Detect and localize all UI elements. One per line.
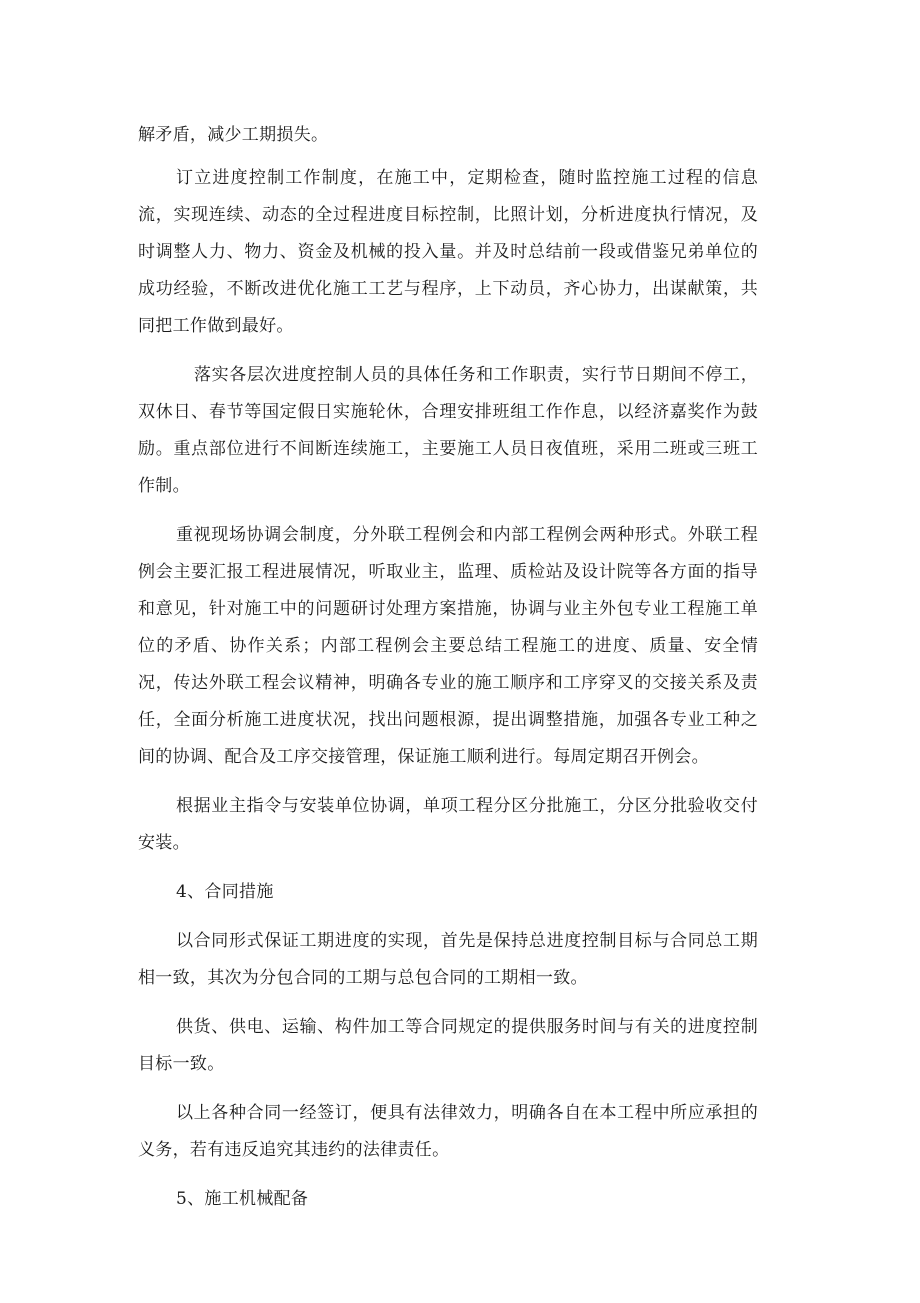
paragraph-coordination-meetings: 重视现场协调会制度，分外联工程例会和内部工程例会两种形式。外联工程例会主要汇报工程进展情况，听取业主，监理、质检站及设计院等各方面的指导和意见，针对施工中的问题研讨处理方案措施，协调与业主外包专业工程施工单位的矛盾、协作关系；内部工程例会主要总结工程施工的进度、质量、安全情况，传达外联工程会议精神，明确各专业的施工顺序和工序穿叉的交接关系及责任，全面分析施工进度状况，找出问题根源，提出调整措施，加强各专业工种之间的协调、配合及工序交接管理，保证施工顺利进行。每周定期召开例会。 — [138, 525, 758, 767]
paragraph-personnel-responsibility: 落实各层次进度控制人员的具体任务和工作职责，实行节日期间不停工，双休日、春节等国定假日实施轮休，合理安排班组工作作息，以经济嘉奖作为鼓励。重点部位进行不间断连续施工，主要施工人员日夜值班，采用二班或三班工作制。 — [138, 365, 758, 496]
paragraph-progress-control-system: 订立进度控制工作制度，在施工中，定期检查，随时监控施工过程的信息流，实现连续、动态的全过程进度目标控制，比照计划，分析进度执行情况，及时调整人力、物力、资金及机械的投入量。并及时总结前一段或借鉴兄弟单位的成功经验，不断改进优化施工工艺与程序，上下动员，齐心协力，出谋献策，共同把工作做到最好。 — [138, 168, 758, 336]
section-heading-contract-measures: 4、合同措施 — [176, 882, 274, 902]
paragraph-legal-effect: 以上各种合同一经签订，便具有法律效力，明确各自在本工程中所应承担的义务，若有违反追究其违约的法律责任。 — [138, 1103, 758, 1160]
paragraph-owner-instructions: 根据业主指令与安装单位协调，单项工程分区分批施工，分区分批验收交付安装。 — [138, 796, 758, 853]
section-heading-machinery: 5、施工机械配备 — [176, 1189, 309, 1209]
paragraph-continuation: 解矛盾，减少工期损失。 — [138, 125, 329, 145]
paragraph-service-time: 供货、供电、运输、构件加工等合同规定的提供服务时间与有关的进度控制目标一致。 — [138, 1017, 758, 1074]
paragraph-contract-schedule: 以合同形式保证工期进度的实现，首先是保持总进度控制目标与合同总工期相一致，其次为分包合同的工期与总包合同的工期相一致。 — [138, 931, 758, 988]
document-body — [138, 117, 758, 1230]
